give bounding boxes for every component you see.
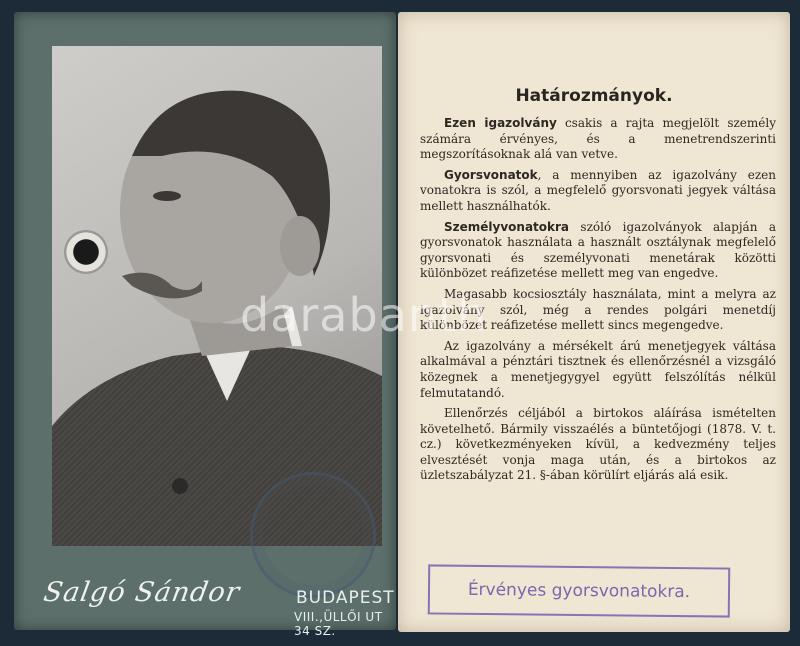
paragraph-text: , a mennyiben az igazolvány ezen vonatokra is szól, a megfelelő gyorsvonati jegyek váltása mellett használhatók.: [420, 167, 776, 213]
paragraph-lead: Gyorsvonatok: [444, 167, 538, 182]
rules-paragraph: [420, 116, 776, 163]
rules-paragraph: [420, 287, 776, 334]
paragraph-lead: Személyvonatokra: [444, 219, 570, 234]
rules-paragraph: [420, 339, 776, 401]
validity-stamp: Érvényes gyorsvonatokra.: [428, 564, 731, 617]
paragraph-text: szóló igazolványok alapján a gyorsvonatok használata a használt osztálynak megfelelő gyorsvonati és személyvonati menetárak közötti különbözet reáfizetése mellett meg van engedve.: [420, 219, 776, 281]
photo-card: [14, 12, 396, 638]
rules-body: [420, 116, 776, 489]
rules-card: [398, 12, 790, 632]
rules-paragraph: [420, 406, 776, 484]
rules-paragraph: [420, 168, 776, 215]
portrait-photo: [52, 46, 382, 546]
watermark: darabanth: [240, 288, 488, 342]
studio-name: Salgó Sándor: [41, 577, 243, 608]
paragraph-lead: Ezen igazolvány: [444, 116, 557, 130]
embossed-seal: [250, 472, 376, 598]
studio-city: BUDAPEST: [296, 588, 395, 608]
paragraph-text: csakis a rajta megjelölt személy számára érvényes, és a menetrendszerinti megszorításoknak alá van vetve.: [420, 116, 776, 162]
paragraph-text: Magasabb kocsiosztály használata, mint a melyra az igazolvány szól, még a rendes polgári menetdíj különbözet reáfizetése mellett sincs megengedve.: [420, 286, 776, 333]
portrait-illustration: [52, 46, 382, 546]
punch-hole: [64, 230, 108, 274]
rules-title: Határozmányok.: [515, 86, 673, 106]
paragraph-text: Az igazolvány a mérsékelt árú menetjegyek váltása alkalmával a pénztári tisztnek és ellenőrzésnél a vizsgáló közegnek a menetjegygyel együtt felszólítás nélkül felmutatandó.: [420, 338, 776, 400]
rules-paragraph: [420, 220, 776, 282]
studio-address: VIII.,ÜLLŐI UT 34 SZ.: [294, 610, 383, 638]
paragraph-text: Ellenőrzés céljából a birtokos aláírása ismételten követelhető. Bármily visszaélés a büntetőjogi (1878. V. t. cz.) következményeken kívül, a kedvezmény teljes elvesztését vonja maga után, és a birtokos az üzletszabályzat 21. §-ában körülírt eljárás alá esik.: [420, 406, 776, 483]
